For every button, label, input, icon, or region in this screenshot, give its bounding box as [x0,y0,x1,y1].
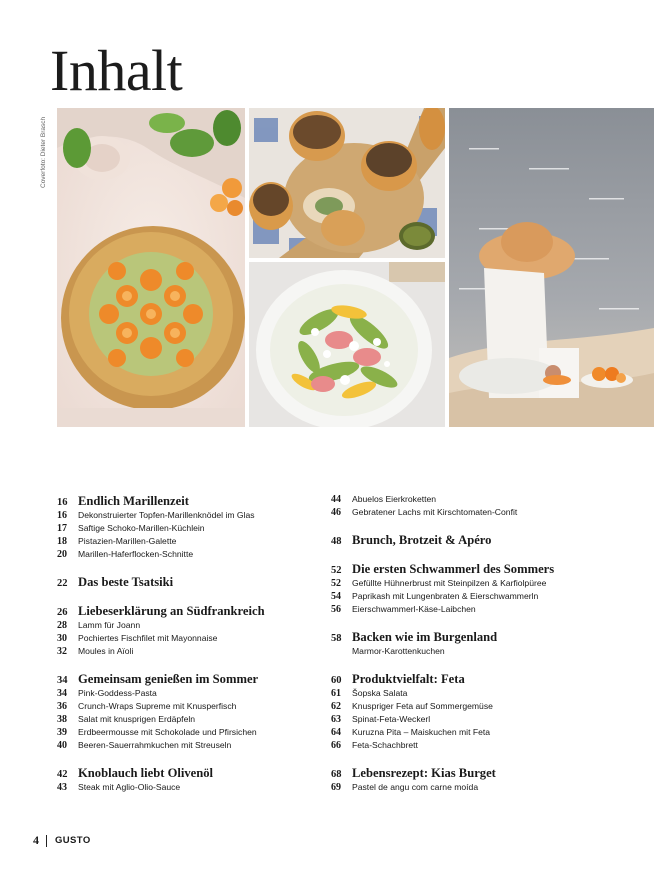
toc-heading-title: Liebeserklärung an Südfrankreich [78,604,265,618]
toc-entry[interactable] [331,645,631,658]
toc-entry-title: Pink-Goddess-Pasta [78,688,157,698]
toc-heading-title: Das beste Tsatsiki [78,575,174,589]
toc-entry-title: Dekonstruierter Topfen-Marillenknödel im Glas [78,510,255,520]
toc-section [331,671,631,752]
toc-entry-title: Beeren-Sauerrahmkuchen mit Streuseln [78,740,232,750]
galette-photo [57,108,245,427]
toc-page-number: 58 [331,633,342,644]
toc-entry-title: Šopska Salata [352,688,408,698]
toc-page-number: 43 [57,782,67,793]
photo-credit: Coverfoto: Dieter Brasch [40,116,47,188]
toc-page-number: 60 [331,675,342,686]
toc-heading[interactable] [331,765,631,781]
toc-heading[interactable] [331,671,631,687]
toc-page-number: 32 [57,646,67,657]
toc-entry-title: Pastel de angu com carne moída [352,782,479,792]
toc-page-number: 48 [331,536,342,547]
toc-entry[interactable] [57,535,319,548]
toc-section [57,574,319,590]
toc-page-number: 62 [331,701,341,712]
toc-entry-title: Steak mit Aglio-Olio-Sauce [78,782,181,792]
toc-entry-title: Lamm für Joann [78,620,141,630]
toc-entry-title: Pistazien-Marillen-Galette [78,536,177,546]
page-title: Inhalt [50,38,183,103]
toc-page-number: 42 [57,769,68,780]
toc-right-column [331,493,631,794]
buns-photo [249,108,445,258]
toc-page-number: 39 [57,727,67,738]
toc-page-number: 68 [331,769,342,780]
toc-entry[interactable] [331,603,631,616]
toc-entry[interactable] [331,506,631,519]
toc-section [331,493,631,519]
toc-page-number: 34 [57,675,68,686]
toc-page-number: 38 [57,714,67,725]
toc-page-number: 66 [331,740,341,751]
toc-entry[interactable] [57,548,319,561]
footer-divider [46,835,47,847]
toc-page-number: 64 [331,727,341,738]
salad-photo [249,262,445,427]
toc-heading-title: Backen wie im Burgenland [352,630,498,644]
toc-section [331,532,631,548]
toc-entry-title: Eierschwammerl-Käse-Laibchen [352,604,476,614]
toc-heading[interactable] [331,629,631,645]
toc-page-number: 34 [57,688,67,699]
toc-entry[interactable] [57,509,319,522]
toc-heading[interactable] [57,671,319,687]
toc-entry-title: Salat mit knusprigen Erdäpfeln [78,714,196,724]
toc-entry-title: Spinat-Feta-Weckerl [352,714,431,724]
toc-heading-title: Die ersten Schwammerl des Sommers [352,562,555,576]
toc-page-number: 54 [331,591,341,602]
toc-page-number: 16 [57,510,67,521]
toc-entry[interactable] [331,739,631,752]
toc-entry-title: Erdbeermousse mit Schokolade und Pfirsichen [78,727,257,737]
toc-entry[interactable] [57,645,319,658]
toc-page-number: 17 [57,523,67,534]
toc-page-number: 22 [57,578,68,589]
toc-entry-title: Abuelos Eierkroketten [352,494,437,504]
toc-entry-title: Gefüllte Hühnerbrust mit Steinpilzen & Karfiolpüree [352,578,547,588]
toc-page-number: 56 [331,604,341,615]
toc-heading[interactable] [331,532,631,548]
toc-page-number: 16 [57,497,68,508]
toc-entry-title: Moules in Aïoli [78,646,134,656]
toc-heading-title: Gemeinsam genießen im Sommer [78,672,259,686]
toc-page-number: 26 [57,607,68,618]
toc-entry-title: Saftige Schoko-Marillen-Küchlein [78,523,205,533]
toc-left-column [57,493,319,794]
toc-section [57,603,319,658]
toc-section [57,671,319,752]
toc-entry-title: Knuspriger Feta auf Sommergemüse [352,701,493,711]
toc-heading-title: Lebensrezept: Kias Burget [352,766,496,780]
toc-entry-title: Paprikash mit Lungenbraten & Eierschwammerln [352,591,539,601]
toc-entry[interactable] [331,590,631,603]
toc-entry[interactable] [57,522,319,535]
toc-section [331,765,631,794]
toc-section [57,493,319,561]
toc-page-number: 63 [331,714,341,725]
toc-page-number: 69 [331,782,341,793]
toc-entry-title: Marillen-Haferflocken-Schnitte [78,549,194,559]
toc-heading[interactable] [57,603,319,619]
toc-heading[interactable] [57,574,319,590]
toc-entry[interactable] [57,619,319,632]
toc-entry-title: Pochiertes Fischfilet mit Mayonnaise [78,633,218,643]
toc-heading[interactable] [57,493,319,509]
toc-section [57,765,319,794]
toc-section [331,561,631,616]
toc-entry-title: Feta-Schachbrett [352,740,418,750]
toc-heading[interactable] [331,561,631,577]
toc-entry[interactable] [331,713,631,726]
toc-entry-title: Gebratener Lachs mit Kirschtomaten-Confit [352,507,518,517]
toc-entry-title: Kuruzna Pita – Maiskuchen mit Feta [352,727,491,737]
toc-page-number: 28 [57,620,67,631]
page-number: 4 [33,833,39,847]
toc-page-number: 46 [331,507,341,518]
toc-heading-title: Endlich Marillenzeit [78,494,189,508]
toc-page-number: 52 [331,565,342,576]
toc-entry[interactable] [57,739,319,752]
toc-entry[interactable] [331,781,631,794]
toc-entry[interactable] [331,493,631,506]
toc-page-number: 36 [57,701,67,712]
toc-heading-title: Produktvielfalt: Feta [352,672,465,686]
toc-entry[interactable] [331,687,631,700]
toc-entry[interactable] [57,726,319,739]
toc-entry[interactable] [331,726,631,739]
toc-page-number: 52 [331,578,341,589]
toc-heading[interactable] [57,765,319,781]
toc-page-number: 61 [331,688,341,699]
toc-entry[interactable] [331,577,631,590]
toc-page-number: 20 [57,549,67,560]
toc-heading-title: Brunch, Brotzeit & Apéro [352,533,492,547]
toc-entry[interactable] [57,632,319,645]
magazine-brand: GUSTO [55,835,91,846]
toc-entry[interactable] [57,781,319,794]
toc-page-number: 30 [57,633,67,644]
page-footer [33,833,91,848]
toc-entry-title: Crunch-Wraps Supreme mit Knusperfisch [78,701,237,711]
toc-entry-title: Marmor-Karottenkuchen [352,646,445,656]
beach-photo [449,108,654,427]
toc-heading-title: Knoblauch liebt Olivenöl [78,766,214,780]
toc-entry[interactable] [57,700,319,713]
toc-page-number: 44 [331,494,341,505]
toc-page-number: 18 [57,536,67,547]
toc-entry[interactable] [331,700,631,713]
toc-section [331,629,631,658]
toc-page-number: 40 [57,740,67,751]
toc-entry[interactable] [57,713,319,726]
toc-entry[interactable] [57,687,319,700]
